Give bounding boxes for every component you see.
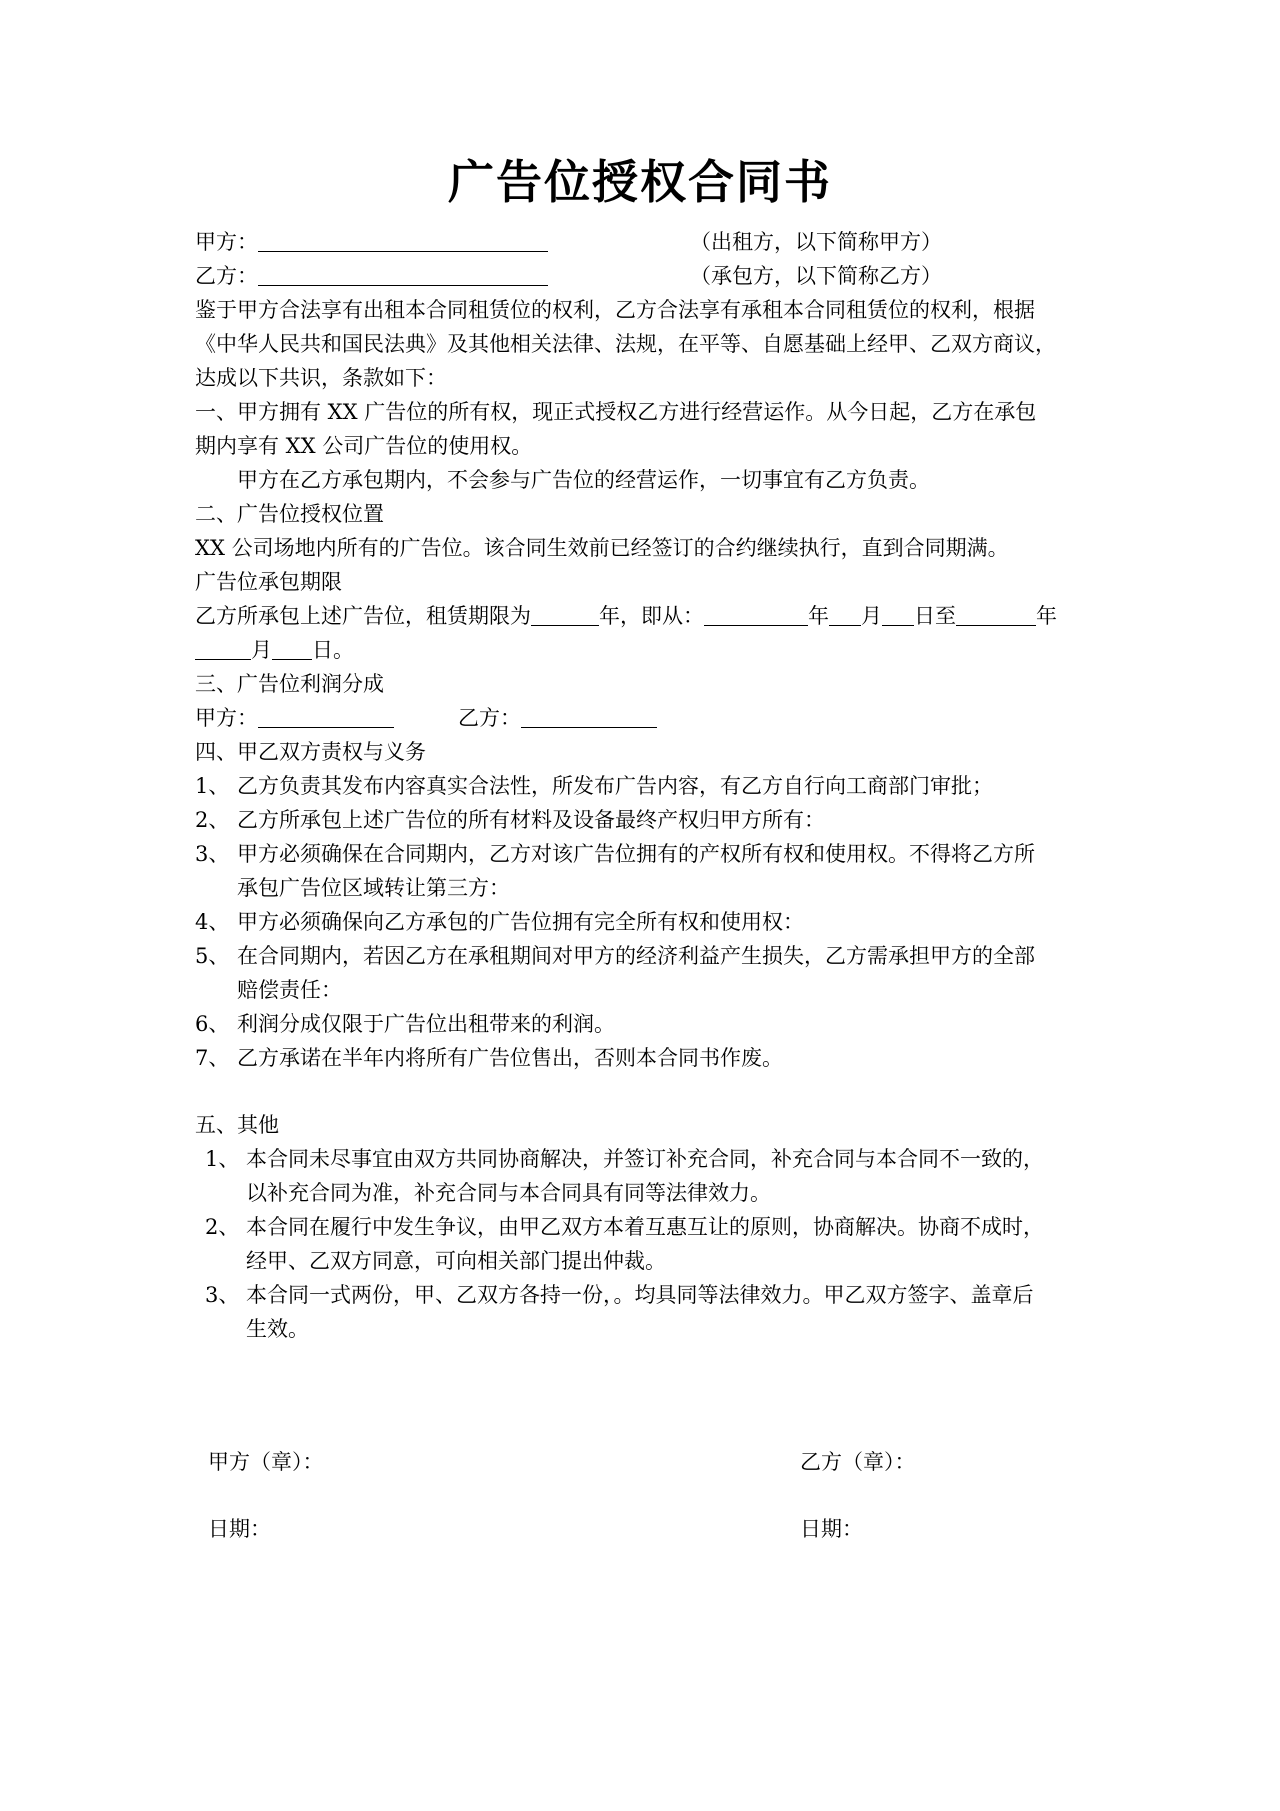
intro-line: 《中华人民共和国民法典》及其他相关法律、法规，在平等、自愿基础上经甲、乙双方商议， bbox=[195, 332, 1056, 356]
list-item: 以补充合同为准，补充合同与本合同具有同等法律效力。 bbox=[246, 1181, 771, 1205]
list-item: 本合同一式两份，甲、乙双方各持一份，。均具同等法律效力。甲乙双方签字、盖章后 bbox=[246, 1283, 1034, 1307]
party-b-blank bbox=[258, 263, 548, 286]
party-a-line bbox=[195, 225, 548, 259]
month-label: 月 bbox=[861, 604, 882, 628]
month2-label: 月 bbox=[251, 638, 272, 662]
end-day-blank bbox=[272, 637, 312, 660]
start-day-blank bbox=[882, 603, 914, 626]
page-title: 广告位授权合同书 bbox=[448, 155, 832, 209]
section1-indent-line: 甲方在乙方承包期内，不会参与广告位的经营运作，一切事宜有乙方负责。 bbox=[237, 468, 930, 492]
signature-party-b: 乙方（章）： bbox=[800, 1450, 916, 1474]
list-item-num: 2、 bbox=[205, 1215, 240, 1239]
list-item: 利润分成仅限于广告位出租带来的利润。 bbox=[237, 1012, 615, 1036]
start-year-blank bbox=[704, 603, 808, 626]
years-label: 年，即从： bbox=[599, 604, 704, 628]
party-b-label: 乙方： bbox=[195, 264, 258, 288]
years-blank bbox=[531, 603, 599, 626]
list-item: 经甲、乙双方同意，可向相关部门提出仲裁。 bbox=[246, 1249, 666, 1273]
profit-party-a bbox=[195, 701, 394, 735]
list-item: 生效。 bbox=[246, 1317, 309, 1341]
party-b-note: （承包方，以下简称乙方） bbox=[690, 264, 942, 288]
list-item: 承包广告位区域转让第三方： bbox=[237, 876, 510, 900]
list-item-num: 1、 bbox=[205, 1147, 240, 1171]
section1-line: 期内享有 XX 公司广告位的使用权。 bbox=[195, 434, 533, 458]
period-line-1 bbox=[195, 599, 1057, 633]
list-item: 赔偿责任： bbox=[237, 978, 342, 1002]
profit-party-a-blank bbox=[258, 705, 394, 728]
profit-party-b bbox=[458, 701, 657, 735]
list-item: 甲方必须确保在合同期内，乙方对该广告位拥有的产权所有权和使用权。不得将乙方所 bbox=[237, 842, 1035, 866]
signature-party-a: 甲方（章）： bbox=[208, 1450, 324, 1474]
party-a-note: （出租方，以下简称甲方） bbox=[690, 230, 942, 254]
section5-heading: 五、其他 bbox=[195, 1113, 279, 1137]
date-party-a: 日期： bbox=[208, 1517, 271, 1541]
period-heading: 广告位承包期限 bbox=[195, 570, 342, 594]
list-item: 乙方所承包上述广告位的所有材料及设备最终产权归甲方所有： bbox=[237, 808, 825, 832]
start-month-blank bbox=[829, 603, 861, 626]
day-to-label: 日至 bbox=[914, 604, 956, 628]
list-item-num: 2、 bbox=[195, 808, 230, 832]
party-a-blank bbox=[258, 229, 548, 252]
list-item-num: 6、 bbox=[195, 1012, 230, 1036]
profit-party-a-label: 甲方： bbox=[195, 706, 258, 730]
list-item: 甲方必须确保向乙方承包的广告位拥有完全所有权和使用权： bbox=[237, 910, 804, 934]
list-item: 乙方负责其发布内容真实合法性，所发布广告内容，有乙方自行向工商部门审批； bbox=[237, 774, 993, 798]
year2-label: 年 bbox=[1036, 604, 1057, 628]
list-item-num: 7、 bbox=[195, 1046, 230, 1070]
profit-party-b-label: 乙方： bbox=[458, 706, 521, 730]
section4-heading: 四、甲乙双方责权与义务 bbox=[195, 740, 426, 764]
list-item: 本合同在履行中发生争议，由甲乙双方本着互惠互让的原则，协商解决。协商不成时， bbox=[246, 1215, 1044, 1239]
list-item: 乙方承诺在半年内将所有广告位售出，否则本合同书作废。 bbox=[237, 1046, 783, 1070]
party-a-label: 甲方： bbox=[195, 230, 258, 254]
list-item-num: 3、 bbox=[195, 842, 230, 866]
intro-line: 达成以下共识，条款如下： bbox=[195, 366, 447, 390]
day2-label: 日。 bbox=[312, 638, 354, 662]
intro-line: 鉴于甲方合法享有出租本合同租赁位的权利，乙方合法享有承租本合同租赁位的权利，根据 bbox=[195, 298, 1035, 322]
period-line-2 bbox=[195, 633, 354, 667]
list-item-num: 3、 bbox=[205, 1283, 240, 1307]
year-label: 年 bbox=[808, 604, 829, 628]
list-item: 在合同期内，若因乙方在承租期间对甲方的经济利益产生损失，乙方需承担甲方的全部 bbox=[237, 944, 1035, 968]
profit-party-b-blank bbox=[521, 705, 657, 728]
date-party-b: 日期： bbox=[800, 1517, 863, 1541]
end-year-blank bbox=[956, 603, 1036, 626]
period-prefix: 乙方所承包上述广告位，租赁期限为 bbox=[195, 604, 531, 628]
list-item-num: 4、 bbox=[195, 910, 230, 934]
section2-text: XX 公司场地内所有的广告位。该合同生效前已经签订的合约继续执行，直到合同期满。 bbox=[195, 536, 1009, 560]
list-item: 本合同未尽事宜由双方共同协商解决，并签订补充合同，补充合同与本合同不一致的， bbox=[246, 1147, 1044, 1171]
section2-heading: 二、广告位授权位置 bbox=[195, 502, 384, 526]
section3-heading: 三、广告位利润分成 bbox=[195, 672, 384, 696]
list-item-num: 5、 bbox=[195, 944, 230, 968]
list-item-num: 1、 bbox=[195, 774, 230, 798]
section1-line: 一、甲方拥有 XX 广告位的所有权，现正式授权乙方进行经营运作。从今日起，乙方在承包 bbox=[195, 400, 1037, 424]
end-month-blank bbox=[195, 637, 251, 660]
party-b-line bbox=[195, 259, 548, 293]
